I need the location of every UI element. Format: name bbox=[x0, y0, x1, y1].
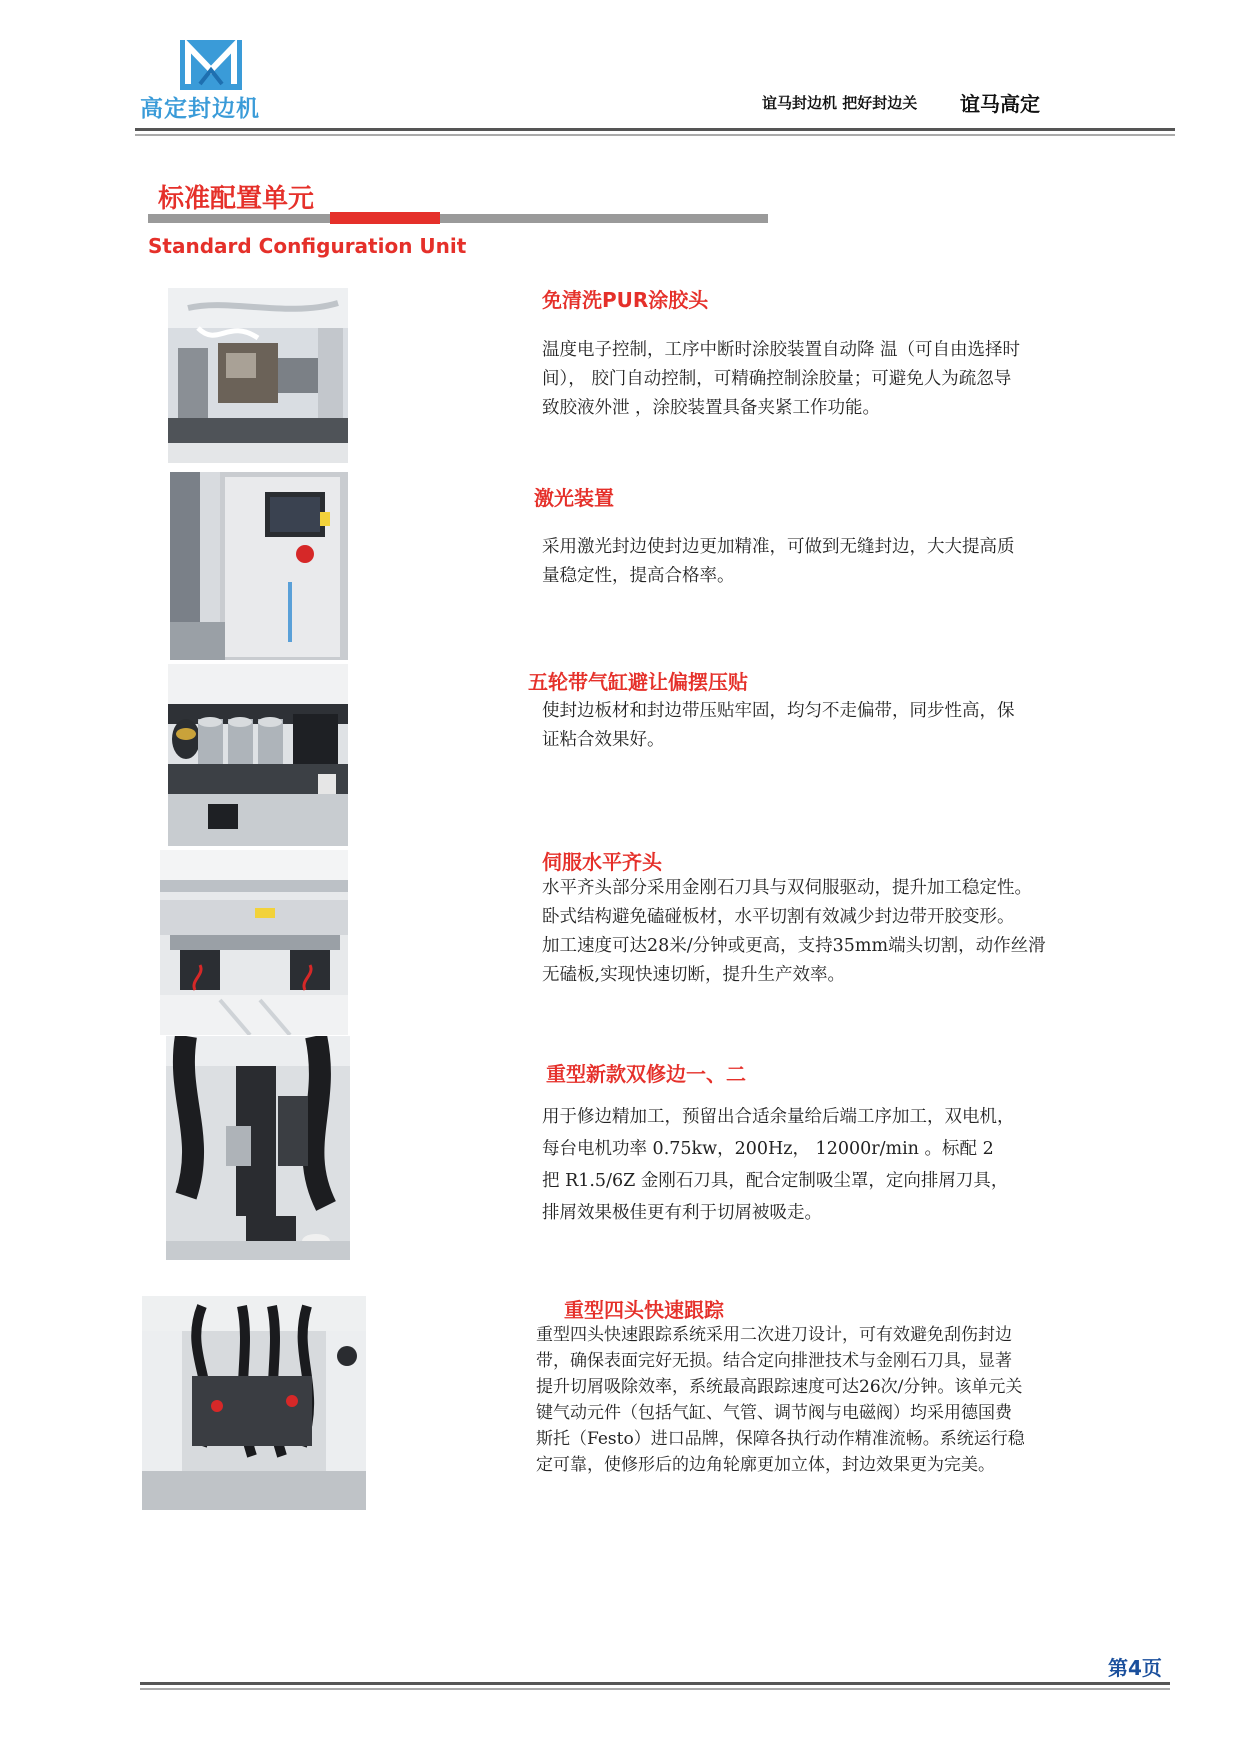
item-desc-pur-glue bbox=[542, 336, 1162, 423]
page-number: 第4页 bbox=[1108, 1656, 1162, 1680]
pur-glue-head-photo bbox=[168, 288, 348, 463]
header-rule bbox=[135, 128, 1175, 131]
desc-line: 卧式结构避免磕碰板材，水平切割有效减少封边带开胶变形。 bbox=[542, 907, 1015, 927]
section-subtitle: Standard Configuration Unit bbox=[148, 234, 467, 258]
section-title: 标准配置单元 bbox=[158, 184, 315, 214]
footer-rule-thin bbox=[140, 1688, 1170, 1690]
desc-line: 把 R1.5/6Z 金刚石刀具，配合定制吸尘罩，定向排屑刀具， bbox=[542, 1171, 1009, 1191]
item-desc-five-wheel bbox=[542, 697, 1162, 755]
section-title-bar-gray bbox=[148, 214, 768, 223]
laser-device-photo bbox=[170, 472, 348, 660]
desc-line: 加工速度可达28米/分钟或更高，支持35mm端头切割，动作丝滑 bbox=[542, 936, 1046, 956]
item-title-five-wheel: 五轮带气缸避让偏摆压贴 bbox=[528, 670, 748, 694]
desc-line: 致胶液外泄 ，涂胶装置具备夹紧工作功能。 bbox=[542, 398, 881, 418]
item-desc-laser bbox=[542, 533, 1162, 591]
item-title-laser: 激光装置 bbox=[534, 486, 614, 510]
item-title-servo-trim: 伺服水平齐头 bbox=[542, 850, 662, 874]
item-title-double-trim: 重型新款双修边一、二 bbox=[546, 1062, 746, 1086]
desc-line: 提升切屑吸除效率，系统最高跟踪速度可达26次/分钟。该单元关 bbox=[536, 1377, 1023, 1397]
logo-icon bbox=[180, 40, 242, 90]
five-wheel-press-photo bbox=[168, 664, 348, 846]
desc-line: 间）， 胶门自动控制，可精确控制涂胶量；可避免人为疏忽导 bbox=[542, 369, 1012, 389]
desc-line: 每台电机功率 0.75kw，200Hz， 12000r/min 。标配 2 bbox=[542, 1139, 994, 1159]
desc-line: 用于修边精加工，预留出合适余量给后端工序加工，双电机， bbox=[542, 1107, 1015, 1127]
double-trimming-photo bbox=[166, 1036, 350, 1260]
desc-line: 水平齐头部分采用金刚石刀具与双伺服驱动，提升加工稳定性。 bbox=[542, 878, 1032, 898]
four-head-tracking-photo bbox=[142, 1296, 366, 1510]
desc-line: 采用激光封边使封边更加精准，可做到无缝封边，大大提高质 bbox=[542, 537, 1015, 557]
item-title-four-head: 重型四头快速跟踪 bbox=[564, 1298, 724, 1322]
desc-line: 量稳定性，提高合格率。 bbox=[542, 566, 735, 586]
desc-line: 斯托（Festo）进口品牌，保障各执行动作精准流畅。系统运行稳 bbox=[536, 1429, 1025, 1449]
desc-line: 使封边板材和封边带压贴牢固，均匀不走偏带，同步性高，保 bbox=[542, 701, 1015, 721]
desc-line: 键气动元件（包括气缸、气管、调节阀与电磁阀）均采用德国费 bbox=[536, 1403, 1012, 1423]
header-slogan: 谊马封边机 把好封边关 bbox=[762, 94, 918, 112]
item-desc-double-trim bbox=[542, 1101, 1182, 1229]
desc-line: 无磕板,实现快速切断，提升生产效率。 bbox=[542, 965, 846, 985]
desc-line: 排屑效果极佳更有利于切屑被吸走。 bbox=[542, 1203, 822, 1223]
item-desc-four-head bbox=[536, 1322, 1176, 1478]
item-desc-servo-trim bbox=[542, 874, 1182, 990]
desc-line: 重型四头快速跟踪系统采用二次进刀设计，可有效避免刮伤封边 bbox=[536, 1325, 1012, 1345]
section-title-bar-red bbox=[330, 212, 440, 224]
header-rule-thin bbox=[135, 134, 1175, 136]
item-title-pur-glue: 免清洗PUR涂胶头 bbox=[542, 288, 709, 312]
servo-end-trim-photo bbox=[160, 850, 348, 1035]
footer-rule bbox=[140, 1682, 1170, 1685]
desc-line: 带，确保表面完好无损。结合定向排泄技术与金刚石刀具，显著 bbox=[536, 1351, 1012, 1371]
desc-line: 证粘合效果好。 bbox=[542, 730, 665, 750]
logo-text: 高定封边机 bbox=[140, 96, 260, 122]
header-brand: 谊马高定 bbox=[960, 92, 1040, 116]
desc-line: 温度电子控制，工序中断时涂胶装置自动降 温（可自由选择时 bbox=[542, 340, 1021, 360]
desc-line: 定可靠，使修形后的边角轮廓更加立体，封边效果更为完美。 bbox=[536, 1455, 995, 1475]
